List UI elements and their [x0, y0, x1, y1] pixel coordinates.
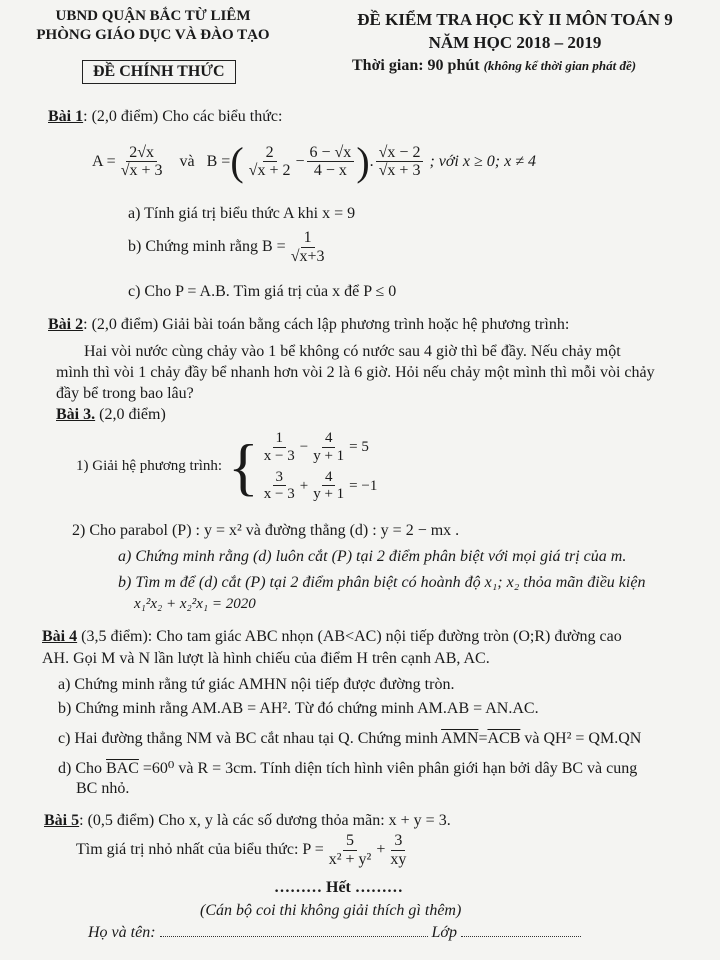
equation-2	[259, 469, 378, 504]
department-name: PHÒNG GIÁO DỤC VÀ ĐÀO TẠO	[36, 27, 270, 43]
expr-B-frac3	[376, 144, 424, 181]
frac-den: y + 1	[313, 447, 345, 464]
equals: =	[478, 730, 488, 747]
bai3-system	[76, 430, 377, 504]
rhs: = 5	[349, 438, 369, 455]
expr-B-frac2	[307, 144, 355, 181]
expr-A-label: A =	[92, 153, 116, 170]
angle-bac: $\overline{BAC}$	[106, 760, 139, 777]
bai3-intro: (2,0 điểm)	[95, 406, 166, 423]
expr-B-label: B =	[206, 153, 231, 170]
frac-den: xy	[390, 850, 407, 868]
end-marker: ……… Hết ………	[274, 879, 403, 896]
equation-system	[259, 430, 378, 504]
op: +	[299, 477, 309, 494]
class-label: Lớp	[431, 924, 457, 941]
dot-op: .	[369, 153, 374, 170]
part-b-text: b) Chứng minh rằng B =	[128, 238, 286, 256]
bai2-line1: Hai vòi nước cùng chảy vào 1 bể không có nước sau 4 giờ thì bể đầy. Nếu chảy một	[84, 343, 621, 360]
name-blank	[160, 926, 428, 937]
part-d-rest: =60⁰ và R = 3cm. Tính diện tích hình viên phân giới hạn bởi dây BC và cung	[138, 760, 638, 777]
frac-den: x² + y²	[328, 850, 372, 868]
frac-num: 6 − √x	[307, 144, 355, 163]
bai3-part2b: b) Tìm m để (d) cắt (P) tại 2 điểm phân biệt có hoành độ x₁; x₂ thỏa mãn điều kiện	[118, 574, 646, 591]
and-word: và	[179, 153, 195, 170]
part-c-text: c) Hai đường thẳng NM và BC cắt nhau tại Q. Chứng minh	[58, 730, 442, 747]
bai2-line3: đầy bể trong bao lâu?	[56, 385, 194, 402]
bai3-part2: 2) Cho parabol (P) : y = x² và đường thẳng (d) : y = 2 − mx .	[72, 522, 460, 539]
class-blank	[461, 926, 581, 937]
bai2-heading	[48, 316, 569, 334]
frac-den: √x + 2	[248, 162, 291, 180]
op: −	[299, 438, 309, 455]
bai4-part-d-line2: BC nhỏ.	[76, 780, 130, 797]
bai1-intro: : (2,0 điểm) Cho các biểu thức:	[83, 108, 283, 125]
frac-num: 5	[343, 832, 357, 851]
system-label: 1) Giải hệ phương trình:	[76, 458, 223, 475]
bai3-part2a: a) Chứng minh rằng (d) luôn cắt (P) tại 2 điểm phân biệt với mọi giá trị của m.	[118, 548, 627, 565]
official-stamp-box: ĐỀ CHÍNH THỨC	[82, 60, 236, 84]
proctor-note: (Cán bộ coi thi không giải thích gì thêm)	[200, 902, 462, 919]
frac-num: √x − 2	[376, 144, 424, 163]
angle-acb: $\overline{ACB}$	[487, 730, 521, 747]
minus-sign: −	[295, 153, 305, 170]
frac-den: x − 3	[263, 486, 295, 503]
frac-den: √x + 3	[120, 162, 163, 180]
bai4-part-c	[58, 730, 641, 748]
bai4-part-d	[58, 758, 637, 778]
bai1-part-c: c) Cho P = A.B. Tìm giá trị của x để P ≤ 0	[128, 283, 397, 300]
bai5-intro: : (0,5 điểm) Cho x, y là các số dương thỏa mãn: x + y = 3.	[79, 812, 451, 829]
bai5-expression	[76, 832, 411, 869]
time-label: Thời gian: 90 phút	[352, 57, 480, 74]
exam-duration	[352, 57, 636, 75]
time-note: (không kể thời gian phát đề)	[483, 58, 637, 73]
bai1-heading	[48, 108, 282, 126]
plus-sign: +	[376, 841, 386, 859]
bai5-heading	[44, 812, 451, 830]
frac-num: 4	[322, 469, 336, 487]
bai5-title: Bài 5	[44, 812, 80, 829]
system-brace: {	[228, 430, 259, 502]
bai3-title: Bài 3.	[56, 406, 96, 423]
district-name: UBND QUẬN BẮC TỪ LIÊM	[55, 8, 251, 24]
equation-1	[259, 430, 378, 465]
bai4-title: Bài 4	[42, 628, 78, 645]
frac-num: 1	[273, 430, 287, 448]
part-b-fraction	[288, 229, 328, 266]
angle-amn: $\overline{AMN}$	[441, 730, 479, 747]
bai3-heading	[56, 406, 166, 424]
frac-den: y + 1	[313, 486, 345, 503]
candidate-info-line	[88, 924, 628, 942]
bai5-line2: Tìm giá trị nhỏ nhất của biểu thức: P =	[76, 841, 324, 859]
expr-B-frac1	[246, 144, 294, 181]
exam-title: ĐỀ KIỂM TRA HỌC KỲ II MÔN TOÁN 9	[357, 10, 673, 29]
frac-num: 4	[322, 430, 336, 448]
frac-den: 4 − x	[313, 162, 347, 180]
bai1-part-b	[128, 229, 330, 266]
frac-num: 2	[263, 144, 277, 163]
frac-den: √x + 3	[378, 162, 421, 180]
frac-den: √x+3	[290, 247, 325, 265]
frac-num: 1	[301, 229, 315, 248]
bai4-line2: AH. Gọi M và N lần lượt là hình chiếu của điểm H trên cạnh AB, AC.	[42, 650, 490, 667]
bai1-expressions	[92, 139, 536, 184]
name-label: Họ và tên:	[88, 924, 156, 941]
bai3-part2b-equation: x₁²x₂ + x₂²x₁ = 2020	[134, 596, 256, 612]
bai1-title: Bài 1	[48, 108, 84, 125]
rhs: = −1	[349, 477, 378, 494]
part-d-text: d) Cho	[58, 760, 106, 777]
domain-condition: ; với x ≥ 0; x ≠ 4	[429, 153, 536, 170]
frac-num: 2√x	[126, 144, 157, 163]
part-c-rest: và QH² = QM.QN	[520, 730, 642, 747]
frac-den: x − 3	[263, 447, 295, 464]
expr-A-fraction	[118, 144, 166, 181]
frac-num: 3	[273, 469, 287, 487]
bai2-intro: : (2,0 điểm) Giải bài toán bằng cách lập phương trình hoặc hệ phương trình:	[83, 316, 570, 333]
right-paren: )	[356, 139, 370, 184]
bai4-heading	[42, 628, 622, 646]
bai4-part-a: a) Chứng minh rằng tứ giác AMHN nội tiếp được đường tròn.	[58, 676, 455, 693]
bai2-line2: mình thì vòi 1 chảy đầy bể nhanh hơn vòi 2 là 6 giờ. Hỏi nếu chảy một mình thì mỗi vòi chảy	[56, 364, 655, 381]
bai1-part-a: a) Tính giá trị biểu thức A khi x = 9	[128, 205, 356, 222]
left-paren: (	[230, 139, 244, 184]
frac-num: 3	[391, 832, 405, 851]
bai2-title: Bài 2	[48, 316, 84, 333]
bai4-intro: (3,5 điểm): Cho tam giác ABC nhọn (AB<AC) nội tiếp đường tròn (O;R) đường cao	[77, 628, 622, 645]
bai4-part-b: b) Chứng minh rằng AM.AB = AH². Từ đó chứng minh AM.AB = AN.AC.	[58, 700, 539, 717]
school-year: NĂM HỌC 2018 – 2019	[428, 33, 602, 52]
